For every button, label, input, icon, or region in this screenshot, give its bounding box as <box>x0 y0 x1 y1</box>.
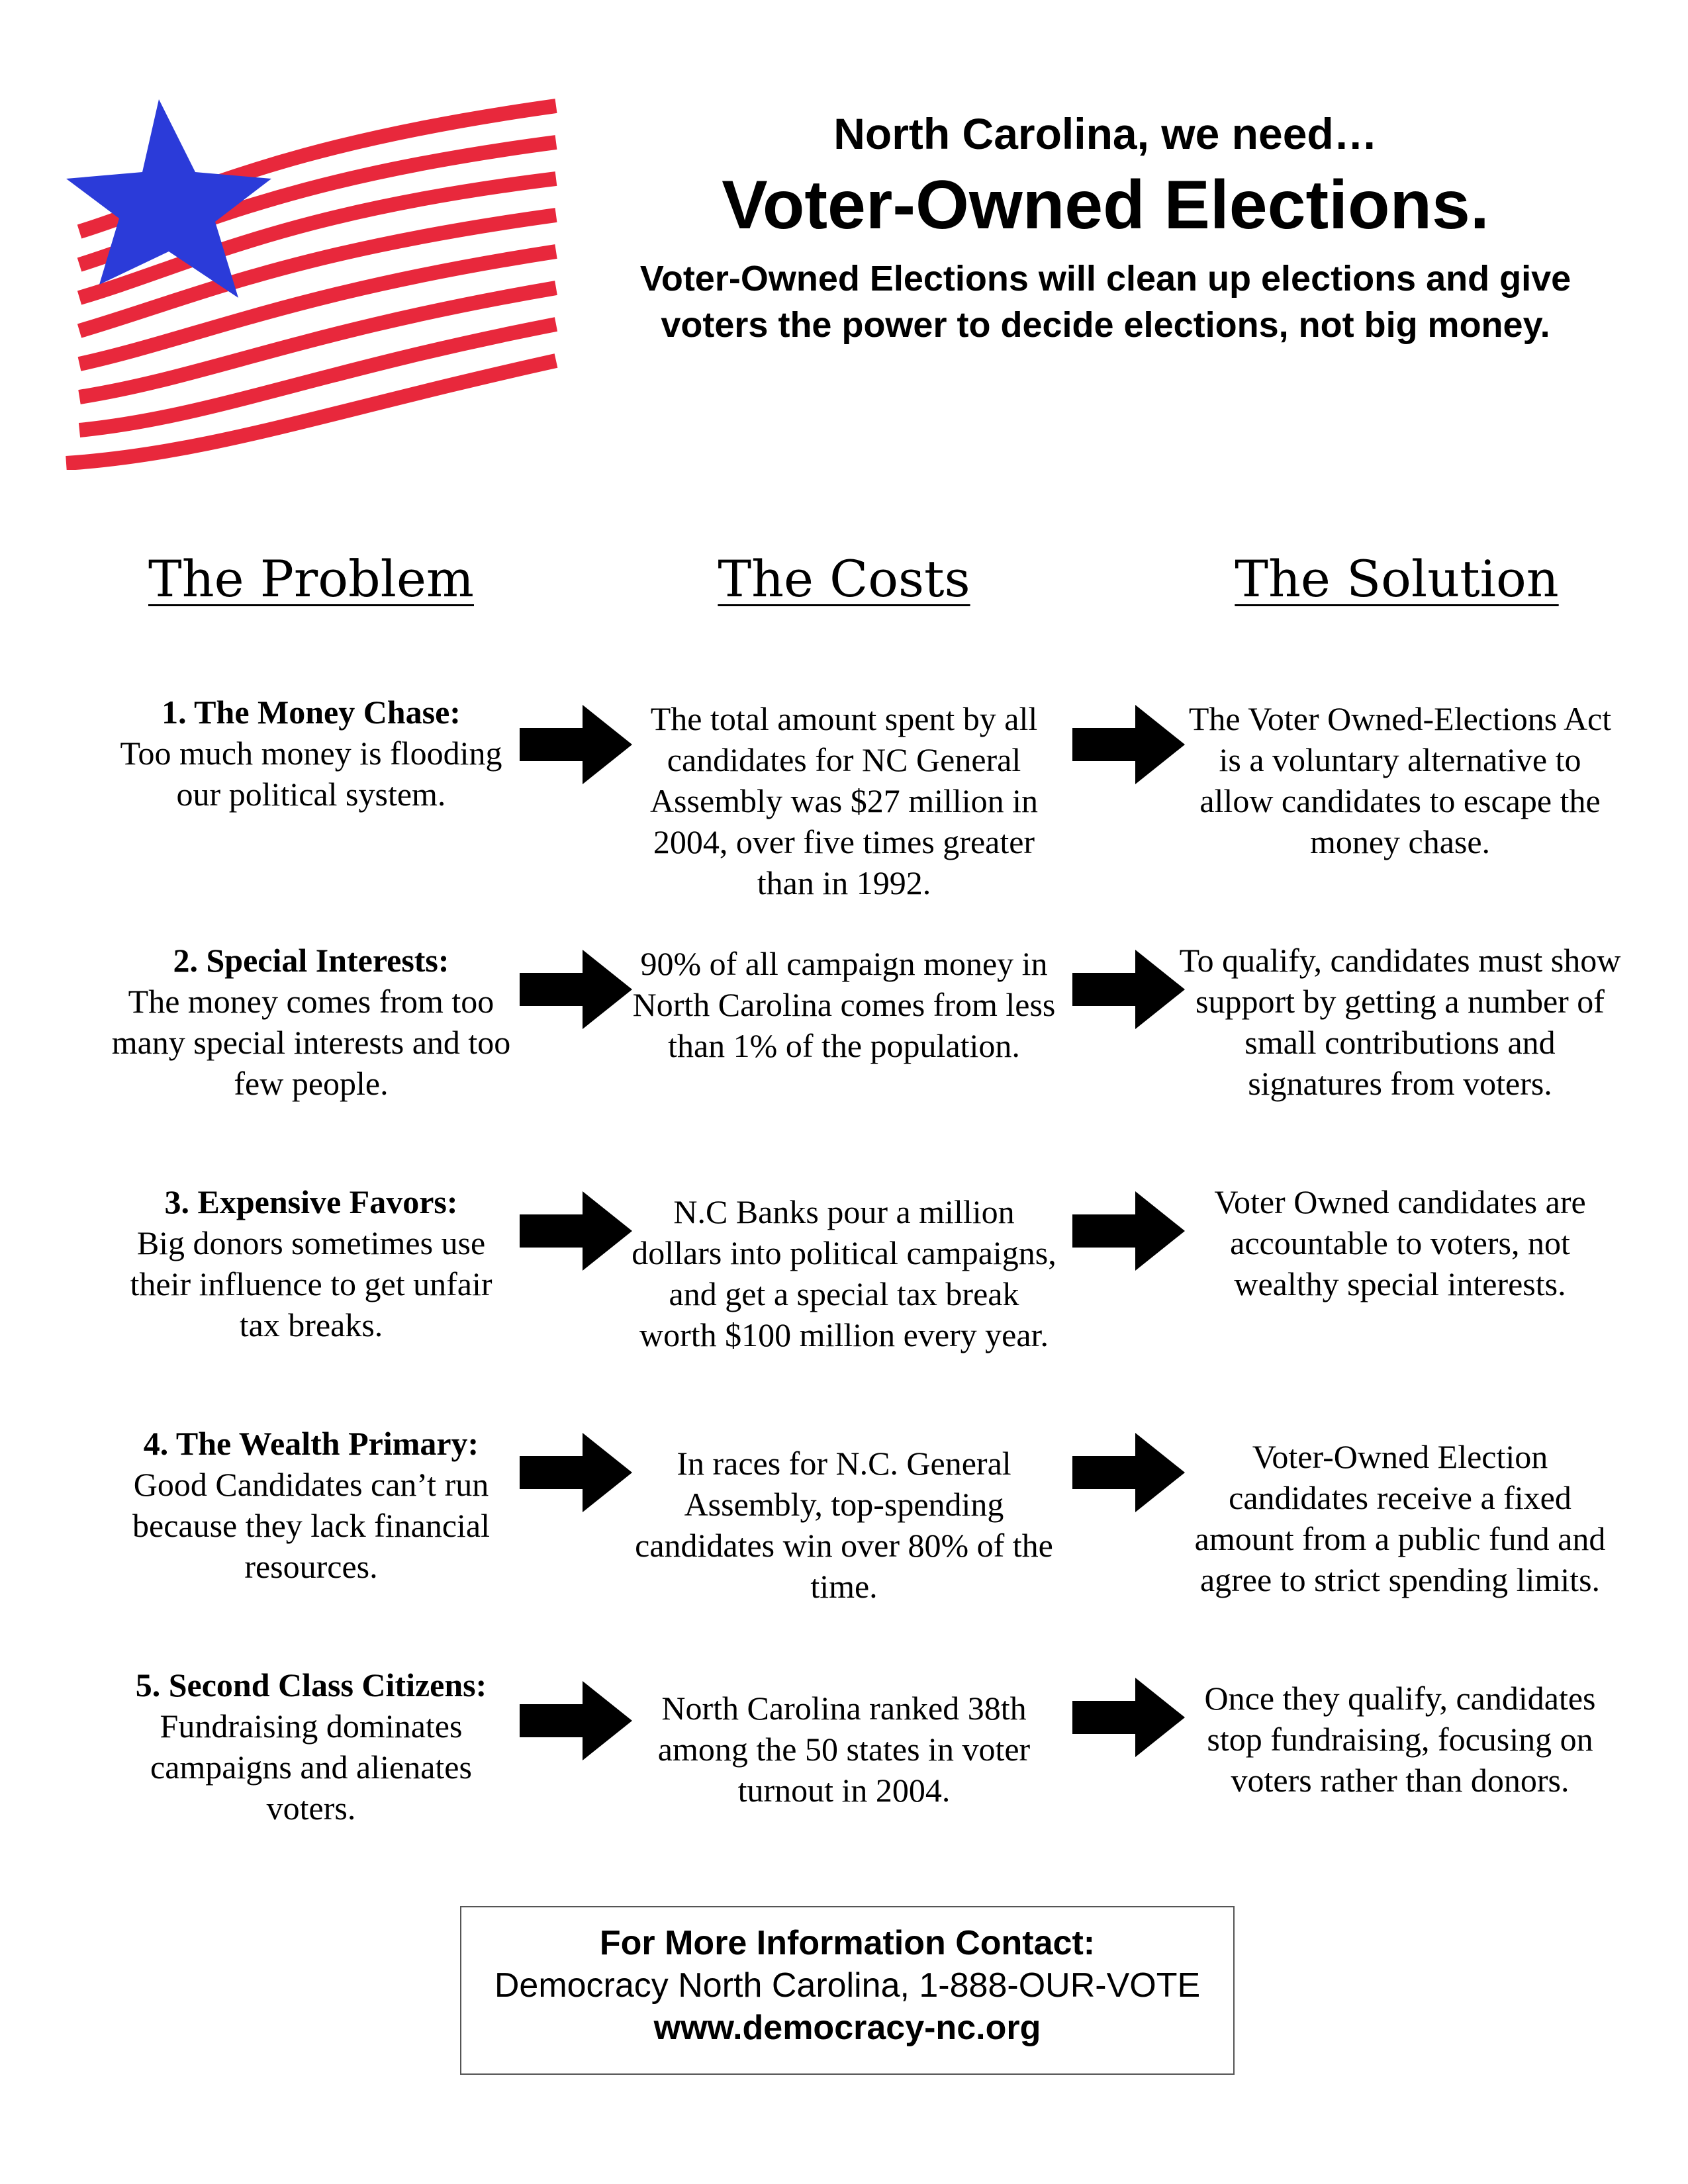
header-pretitle: North Carolina, we need… <box>833 109 1378 158</box>
problem-text: Big donors sometimes use their influence to get unfair tax breaks. <box>130 1224 492 1343</box>
contact-title: For More Information Contact: <box>599 1924 1096 1962</box>
problem-text: Good Candidates can’t run because they lack financial resources. <box>132 1466 490 1585</box>
problem-cell <box>106 692 516 815</box>
column-heading-costs: The Costs <box>718 549 970 608</box>
right-arrow-icon <box>1072 1191 1185 1271</box>
right-arrow-icon <box>1072 950 1185 1029</box>
column-heading-solution: The Solution <box>1235 549 1559 608</box>
solution-cell: The Voter Owned-Elections Act is a voluntary alternative to allow candidates to escape the money chase. <box>1188 700 1612 860</box>
solution-cell: Voter-Owned Election candidates receive a fixed amount from a public fund and agree to strict spending limits. <box>1194 1438 1606 1598</box>
contact-organization: Democracy North Carolina, 1-888-OUR-VOTE <box>494 1966 1201 2005</box>
right-arrow-icon <box>520 1681 632 1760</box>
problem-text: Fundraising dominates campaigns and alienates voters. <box>150 1707 472 1827</box>
solution-cell: Voter Owned candidates are accountable to voters, not wealthy special interests. <box>1214 1183 1586 1302</box>
solution-cell: To qualify, candidates must show support by getting a number of small contributions and signatures from voters. <box>1179 942 1621 1102</box>
page-title: Voter-Owned Elections. <box>722 167 1489 244</box>
right-arrow-icon <box>520 1433 632 1512</box>
page-header <box>569 106 1642 348</box>
column-heading-problem: The Problem <box>148 549 474 608</box>
header-subtitle-line2: voters the power to decide elections, not big money. <box>661 305 1550 345</box>
problem-cell <box>106 1423 516 1587</box>
cost-cell: N.C Banks pour a million dollars into political campaigns, and get a special tax break worth $100 million every year. <box>632 1193 1056 1353</box>
right-arrow-icon <box>520 950 632 1029</box>
contact-website-link[interactable]: www.democracy-nc.org <box>653 2009 1041 2047</box>
right-arrow-icon <box>1072 705 1185 784</box>
problem-cell <box>106 940 516 1104</box>
problem-cell <box>106 1664 516 1829</box>
problem-title: 1. The Money Chase: <box>162 694 461 731</box>
contact-box <box>460 1906 1235 2075</box>
problem-cell <box>106 1181 516 1345</box>
header-subtitle-line1: Voter-Owned Elections will clean up elections and give <box>639 259 1571 298</box>
cost-cell: 90% of all campaign money in North Carolina comes from less than 1% of the population. <box>632 945 1056 1064</box>
right-arrow-icon <box>1072 1433 1185 1512</box>
problem-title: 4. The Wealth Primary: <box>143 1425 479 1462</box>
problem-text: Too much money is flooding our political system. <box>120 735 502 813</box>
right-arrow-icon <box>1072 1678 1185 1757</box>
right-arrow-icon <box>520 705 632 784</box>
problem-title: 3. Expensive Favors: <box>164 1183 458 1220</box>
solution-cell: Once they qualify, candidates stop fundraising, focusing on voters rather than donors. <box>1204 1680 1596 1799</box>
cost-cell: In races for N.C. General Assembly, top-spending candidates win over 80% of the time. <box>635 1445 1053 1605</box>
problem-title: 2. Special Interests: <box>173 942 449 979</box>
flag-star-logo <box>53 93 563 470</box>
cost-cell: North Carolina ranked 38th among the 50 states in voter turnout in 2004. <box>657 1690 1031 1809</box>
right-arrow-icon <box>520 1191 632 1271</box>
cost-cell: The total amount spent by all candidates for NC General Assembly was $27 million in 2004, over five times greater than in 1992. <box>649 700 1039 901</box>
problem-title: 5. Second Class Citizens: <box>135 1666 487 1704</box>
problem-text: The money comes from too many special interests and too few people. <box>111 983 511 1102</box>
